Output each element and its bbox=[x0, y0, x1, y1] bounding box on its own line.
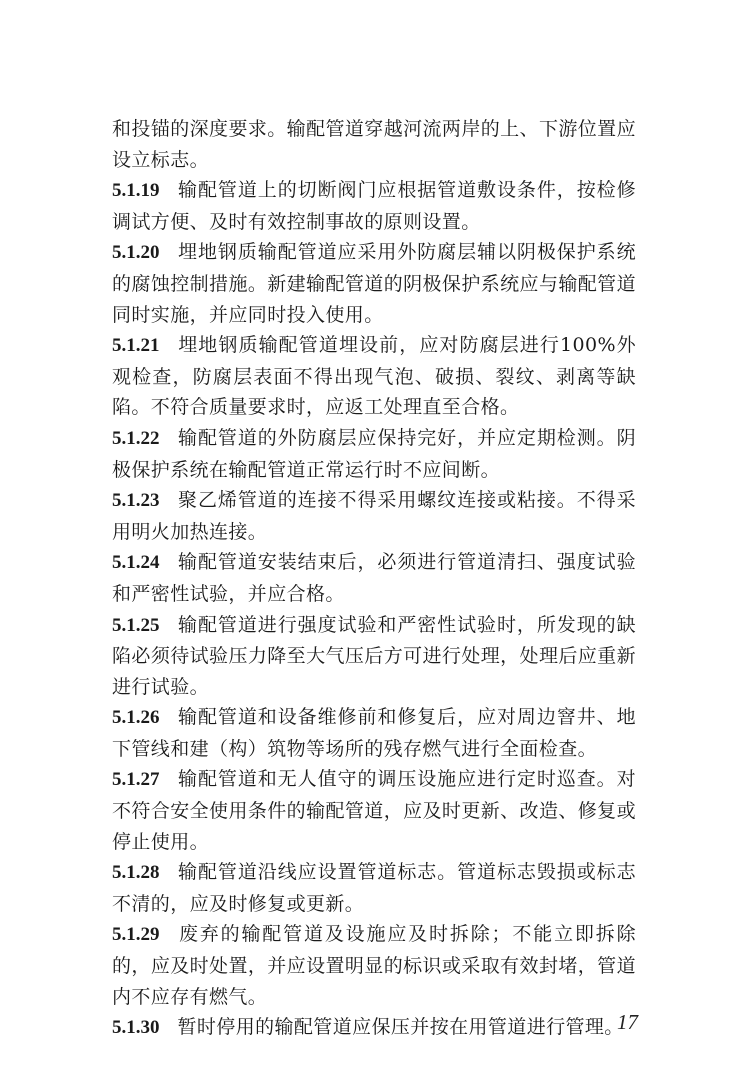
clause-5-1-22 bbox=[112, 423, 636, 485]
clause-5-1-30 bbox=[112, 1012, 636, 1044]
intro-paragraph: 和投锚的深度要求。输配管道穿越河流两岸的上、下游位置应设立标志。 bbox=[112, 118, 636, 171]
clause-5-1-25 bbox=[112, 610, 636, 703]
clause-number: 5.1.24 bbox=[112, 552, 160, 574]
clause-text: 输配管道安装结束后，必须进行管道清扫、强度试验和严密性试验，并应合格。 bbox=[112, 551, 636, 605]
clause-5-1-21 bbox=[112, 330, 636, 423]
clause-5-1-20 bbox=[112, 237, 636, 330]
clause-text: 埋地钢质输配管道应采用外防腐层辅以阴极保护系统的腐蚀控制措施。新建输配管道的阴极保护系统应与输配管道同时实施，并应同时投入使用。 bbox=[112, 241, 636, 326]
document-body bbox=[112, 114, 636, 1044]
clause-5-1-27 bbox=[112, 764, 636, 857]
clause-number: 5.1.29 bbox=[112, 924, 160, 946]
clause-text: 输配管道和设备维修前和修复后，应对周边窨井、地下管线和建（构）筑物等场所的残存燃气进行全面检查。 bbox=[112, 706, 636, 760]
clause-number: 5.1.19 bbox=[112, 180, 160, 202]
clause-text: 输配管道和无人值守的调压设施应进行定时巡查。对不符合安全使用条件的输配管道，应及时更新、改造、修复或停止使用。 bbox=[112, 768, 636, 853]
clause-number: 5.1.22 bbox=[112, 427, 160, 449]
clause-number: 5.1.20 bbox=[112, 242, 160, 264]
clause-5-1-28 bbox=[112, 857, 636, 919]
clause-5-1-26 bbox=[112, 702, 636, 764]
clause-number: 5.1.25 bbox=[112, 614, 160, 636]
clause-5-1-23 bbox=[112, 485, 636, 547]
clause-number: 5.1.23 bbox=[112, 490, 160, 512]
clause-text: 输配管道沿线应设置管道标志。管道标志毁损或标志不清的，应及时修复或更新。 bbox=[112, 861, 636, 915]
page-number: 17 bbox=[617, 1010, 638, 1034]
clause-number: 5.1.30 bbox=[112, 1017, 160, 1039]
clause-number: 5.1.26 bbox=[112, 707, 160, 729]
clause-text: 输配管道上的切断阀门应根据管道敷设条件，按检修调试方便、及时有效控制事故的原则设置。 bbox=[112, 179, 636, 233]
clause-text: 聚乙烯管道的连接不得采用螺纹连接或粘接。不得采用明火加热连接。 bbox=[112, 489, 636, 543]
clause-5-1-29 bbox=[112, 919, 636, 1012]
clause-5-1-24 bbox=[112, 547, 636, 609]
clause-number: 5.1.21 bbox=[112, 335, 160, 357]
clause-text: 输配管道的外防腐层应保持完好，并应定期检测。阴极保护系统在输配管道正常运行时不应间断。 bbox=[112, 426, 636, 481]
clause-number: 5.1.28 bbox=[112, 862, 160, 884]
clause-text: 埋地钢质输配管道埋设前，应对防腐层进行100%外观检查，防腐层表面不得出现气泡、破损、裂纹、剥离等缺陷。不符合质量要求时，应返工处理直至合格。 bbox=[112, 334, 636, 419]
clause-text: 废弃的输配管道及设施应及时拆除；不能立即拆除的，应及时处置，并应设置明显的标识或采取有效封堵，管道内不应存有燃气。 bbox=[112, 923, 636, 1008]
clause-text: 暂时停用的输配管道应保压并按在用管道进行管理。 bbox=[177, 1016, 624, 1039]
clause-number: 5.1.27 bbox=[112, 769, 160, 791]
clause-5-1-19 bbox=[112, 175, 636, 237]
clause-text: 输配管道进行强度试验和严密性试验时，所发现的缺陷必须待试验压力降至大气压后方可进行处理，处理后应重新进行试验。 bbox=[112, 613, 636, 698]
